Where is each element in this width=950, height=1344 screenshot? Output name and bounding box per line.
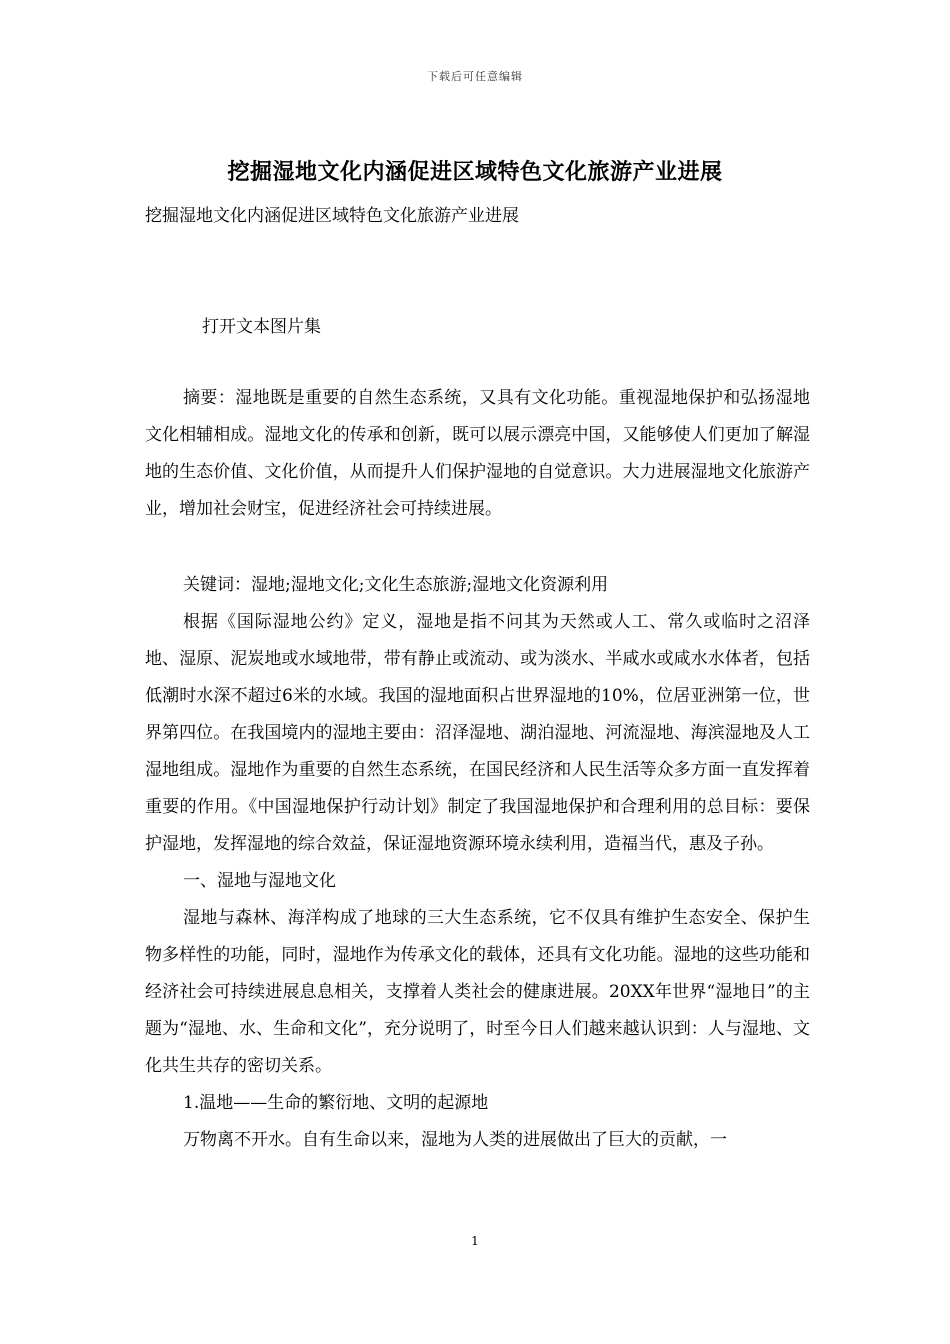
abstract-paragraph: 摘要：湿地既是重要的自然生态系统，又具有文化功能。重视湿地保护和弘扬湿地文化相辅相成。湿地文化的传承和创新，既可以展示漂亮中国，又能够使人们更加了解湿地的生态价值、文化价值，从而提升人们保护湿地的自觉意识。大力进展湿地文化旅游产业，增加社会财宝，促进经济社会可持续进展。: [145, 388, 810, 519]
open-gallery-link[interactable]: 打开文本图片集: [202, 317, 321, 337]
body-paragraph: 根据《国际湿地公约》定义，湿地是指不问其为天然或人工、常久或临时之沼泽地、湿原、泥炭地或水域地带，带有静止或流动、或为淡水、半咸水或咸水水体者，包括低潮时水深不超过6米的水域。我国的湿地面积占世界湿地的10%，位居亚洲第一位，世界第四位。在我国境内的湿地主要由：沼泽湿地、湖泊湿地、河流湿地、海滨湿地及人工湿地组成。湿地作为重要的自然生态系统，在国民经济和人民生活等众多方面一直发挥着重要的作用。《中国湿地保护行动计划》制定了我国湿地保护和合理利用的总目标：要保护湿地，发挥湿地的综合效益，保证湿地资源环境永续利用，造福当代，惠及子孙。: [145, 612, 810, 854]
body-paragraph: 湿地与森林、海洋构成了地球的三大生态系统，它不仅具有维护生态安全、保护生物多样性的功能，同时，湿地作为传承文化的载体，还具有文化功能。湿地的这些功能和经济社会可持续进展息息相关，支撑着人类社会的健康进展。20XX年世界“湿地日”的主题为“湿地、水、生命和文化”，充分说明了，时至今日人们越来越认识到：人与湿地、文化共生共存的密切关系。: [145, 908, 810, 1076]
keywords-line: 关键词：湿地;湿地文化;文化生态旅游;湿地文化资源利用: [183, 575, 609, 595]
subsection-heading: 1.温地——生命的繁衍地、文明的起源地: [183, 1093, 489, 1113]
abstract-block: [145, 380, 810, 528]
article-body: [145, 567, 810, 1159]
body-paragraph: 万物离不开水。自有生命以来，湿地为人类的进展做出了巨大的贡献，一: [183, 1130, 727, 1150]
page-number: 1: [471, 1234, 479, 1248]
section-heading: 一、湿地与湿地文化: [183, 871, 336, 891]
document-title: 挖掘湿地文化内涵促进区域特色文化旅游产业进展: [227, 159, 723, 185]
header-note: 下载后可任意编辑: [427, 70, 523, 83]
document-subtitle: 挖掘湿地文化内涵促进区域特色文化旅游产业进展: [145, 206, 519, 226]
